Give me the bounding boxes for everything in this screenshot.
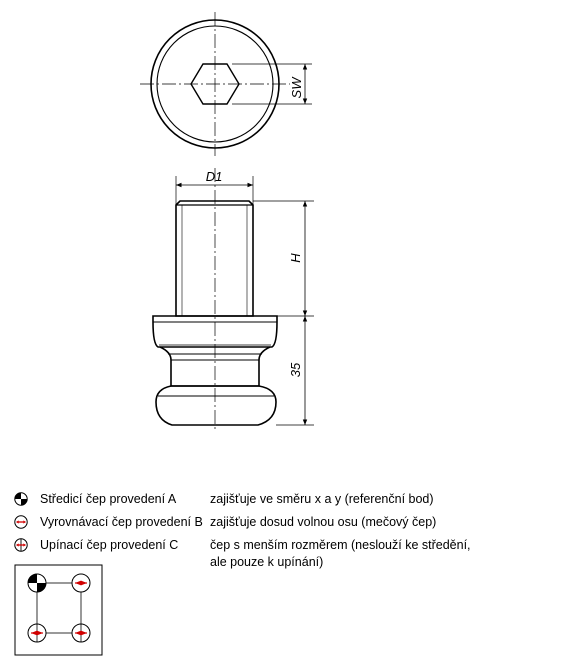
clamping-symbol-icon [14, 538, 28, 552]
legend-name-centering: Středicí čep provedení A [40, 492, 177, 506]
legend-desc-centering: zajišťuje ve směru x a y (referenční bod) [210, 492, 434, 506]
arrangement-centering-pin [28, 574, 46, 592]
aligning-symbol-icon [14, 515, 28, 529]
legend-name-aligning: Vyrovnávací čep provedení B [40, 515, 203, 529]
head-outline [156, 386, 276, 425]
arrangement-diagram [15, 565, 102, 655]
centering-symbol-icon [14, 492, 28, 506]
label-35: 35 [288, 362, 303, 378]
side-view [153, 168, 314, 432]
shank-outline [176, 201, 253, 316]
label-d1: D1 [205, 169, 223, 184]
top-view [140, 12, 312, 156]
arrangement-aligning-pin [72, 574, 90, 592]
label-h: H [288, 253, 303, 263]
legend-desc-clamping-continuation: ale pouze k upínání) [210, 555, 324, 569]
legend-desc-clamping: čep s menším rozměrem (neslouží ke středění, [210, 538, 471, 552]
legend-name-clamping: Upínací čep provedení C [40, 538, 179, 552]
label-sw: SW [289, 77, 304, 99]
arrangement-clamping-pin-right [72, 624, 90, 642]
arrangement-square [37, 583, 81, 633]
legend-desc-aligning: zajišťuje dosud volnou osu (mečový čep) [210, 515, 437, 529]
arrangement-clamping-pin-left [28, 624, 46, 642]
